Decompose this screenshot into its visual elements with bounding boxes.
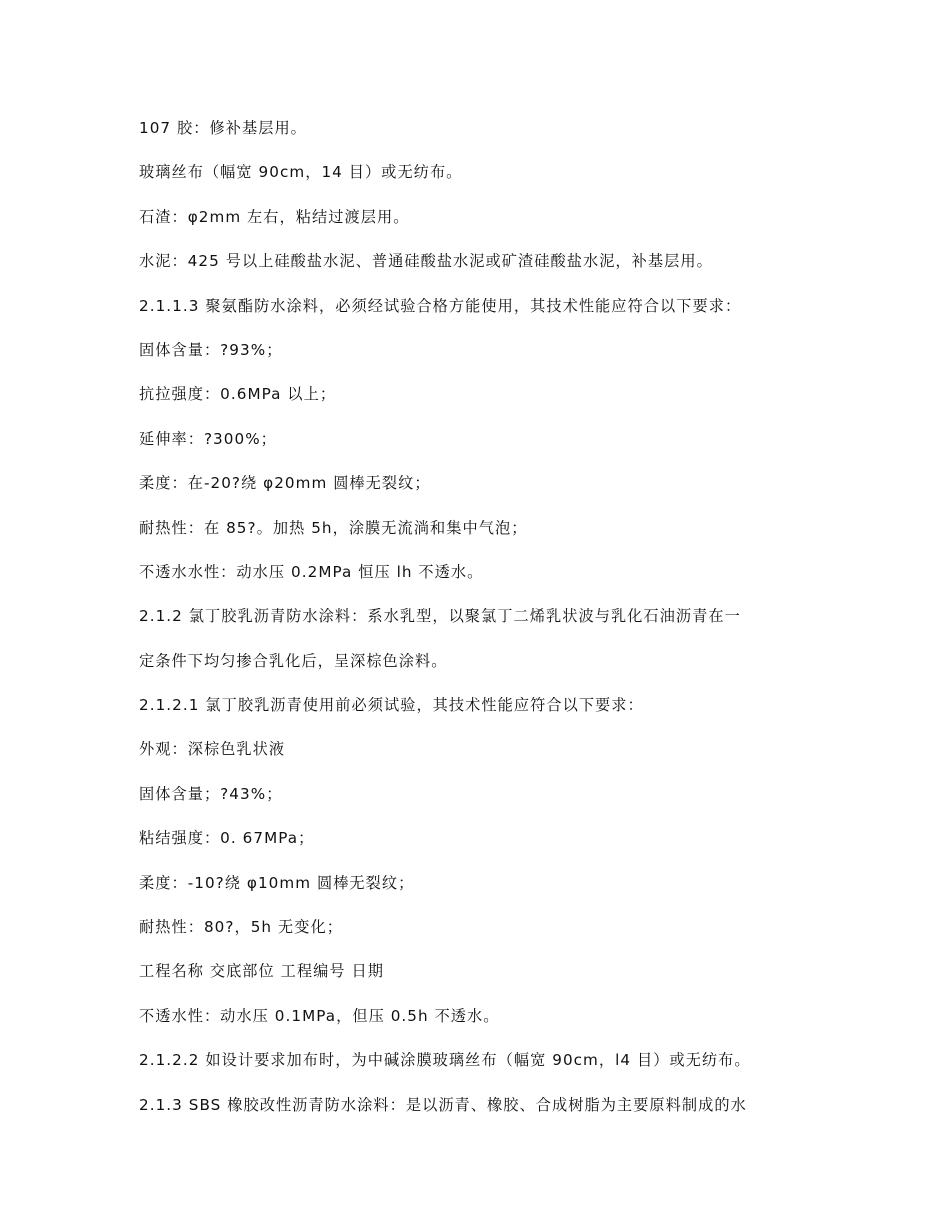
text-line: 外观：深棕色乳状液 bbox=[139, 740, 286, 759]
text-line: 不透水水性：动水压 0.2MPa 恒压 lh 不透水。 bbox=[139, 562, 484, 581]
document-body bbox=[139, 116, 839, 1137]
text-line: 柔度：-10?绕 φ10mm 圆棒无裂纹； bbox=[139, 873, 415, 892]
section-heading-line: 2.1.2.1 氯丁胶乳沥青使用前必须试验，其技术性能应符合以下要求： bbox=[139, 696, 644, 715]
section-heading-line: 2.1.2 氯丁胶乳沥青防水涂料：系水乳型，以聚氯丁二烯乳状波与乳化石油沥青在一 bbox=[139, 607, 741, 626]
text-line: 柔度：在-20?绕 φ20mm 圆棒无裂纹； bbox=[139, 474, 431, 493]
text-line: 耐热性：80?，5h 无变化； bbox=[139, 918, 343, 937]
text-line: 粘结强度：0. 67MPa； bbox=[139, 829, 315, 848]
section-heading-line: 2.1.1.3 聚氨酯防水涂料，必须经试验合格方能使用，其技术性能应符合以下要求： bbox=[139, 296, 742, 315]
section-heading-line: 2.1.2.2 如设计要求加布时，为中碱涂膜玻璃丝布（幅宽 90cm，l4 目）或无纺布。 bbox=[139, 1051, 751, 1070]
text-line: 玻璃丝布（幅宽 90cm，14 目）或无纺布。 bbox=[139, 163, 463, 182]
text-line: 107 胶：修补基层用。 bbox=[139, 119, 307, 137]
text-line: 石渣：φ2mm 左右，粘结过渡层用。 bbox=[139, 207, 410, 226]
form-header-line: 工程名称 交底部位 工程编号 日期 bbox=[139, 962, 384, 981]
text-line: 延伸率：?300%； bbox=[139, 429, 277, 448]
text-line: 耐热性：在 85?。加热 5h，涂膜无流淌和集中气泡； bbox=[139, 518, 528, 537]
text-line: 定条件下均匀掺合乳化后，呈深棕色涂料。 bbox=[139, 651, 448, 670]
text-line: 水泥：425 号以上硅酸盐水泥、普通硅酸盐水泥或矿渣硅酸盐水泥，补基层用。 bbox=[139, 252, 713, 271]
text-line: 不透水性：动水压 0.1MPa，但压 0.5h 不透水。 bbox=[139, 1006, 500, 1025]
section-heading-line: 2.1.3 SBS 橡胶改性沥青防水涂料：是以沥青、橡胶、合成树脂为主要原料制成的水 bbox=[139, 1095, 747, 1114]
text-line: 固体含量；?43%； bbox=[139, 784, 283, 803]
text-line: 抗拉强度：0.6MPa 以上； bbox=[139, 385, 337, 404]
text-line: 固体含量：?93%； bbox=[139, 340, 283, 359]
